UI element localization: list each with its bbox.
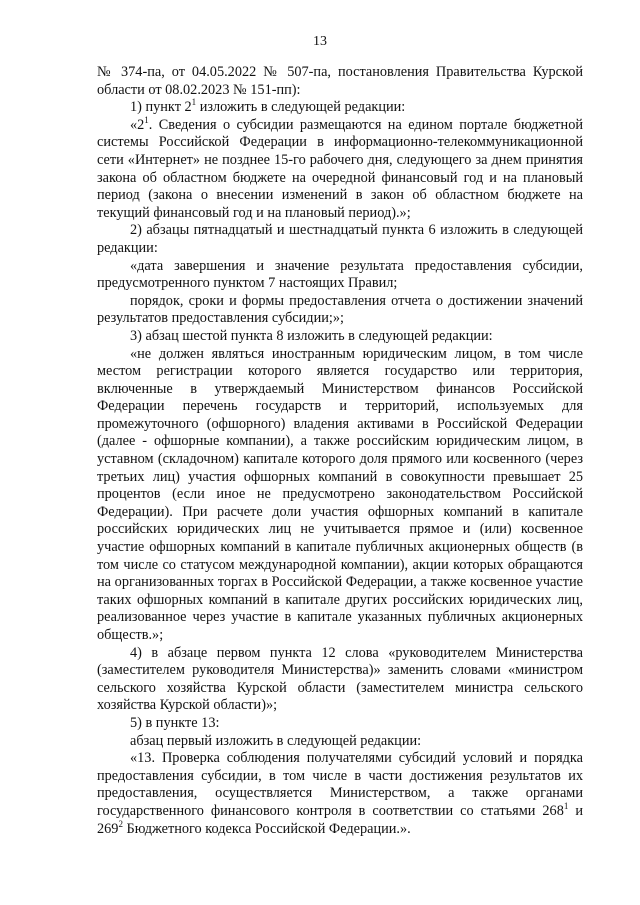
paragraph: «13. Проверка соблюдения получателями субсидий условий и порядка предоставления субсидии, в том числе в части достижения результатов их предоставления, осуществляется Министерством, а также органами государственного финансового контроля в соответствии со статьями $268^1$ и $269^2$ Бюджетного кодекса Российской Федерации.». [97, 750, 583, 837]
paragraph: «не должен являться иностранным юридическим лицом, в том числе местом регистрации которого является государство или территория, включенные в утверждаемый Министерством финансов Российской Федерации перечень государств и территорий, используемых для промежуточного (офшорного) владения активами в Российской Федерации (далее - офшорные компании), а также российским юридическим лицом, в уставном (складочном) капитале которого доля прямого или косвенного (через третьих лиц) участия офшорных компаний в совокупности превышает 25 процентов (если иное не предусмотрено законодательством Российской Федерации). При расчете доли участия офшорных компаний в капитале российских юридических лиц не учитывается прямое и (или) косвенное участие офшорных компаний в капитале публичных акционерных обществ (в том числе со статусом международной компании), акции которых обращаются на организованных торгах в Российской Федерации, а также косвенное участие таких офшорных компаний в капитале других российских юридических лиц, реализованное через участие в капитале указанных публичных акционерных обществ.»; [97, 345, 583, 643]
paragraph: № 374-па, от 04.05.2022 № 507-па, постановления Правительства Курской области от 08.02.2023 № 151-пп): [97, 64, 583, 98]
paragraph: «$2^1$. Сведения о субсидии размещаются на едином портале бюджетной системы Российской Федерации в информационно-телекоммуникационной сети «Интернет» не позднее 15-го рабочего дня, следующего за днем принятия закона об областном бюджете на очередной финансовый год и на плановый период (закона о внесении изменений в закон об областном бюджете на текущий финансовый год и на плановый период).»; [97, 115, 583, 221]
paragraph: абзац первый изложить в следующей редакции: [130, 732, 422, 749]
paragraph: порядок, сроки и формы предоставления отчета о достижении значений результатов предоставления субсидии;»; [97, 292, 583, 327]
document-body [97, 64, 583, 838]
paragraph: «дата завершения и значение результата предоставления субсидии, предусмотренного пунктом 7 настоящих Правил; [97, 257, 583, 292]
paragraph: 1) пункт $2^1$ изложить в следующей редакции: [130, 97, 406, 116]
paragraph: 5) в пункте 13: [130, 714, 220, 731]
paragraph: 3) абзац шестой пункта 8 изложить в следующей редакции: [130, 327, 493, 344]
paragraph: 4) в абзаце первом пункта 12 слова «руководителем Министерства (заместителем руководителя Министерства)» заменить словами «министром сельского хозяйства Курской области (заместителем министра сельского хозяйства Курской области)»; [97, 644, 583, 714]
paragraph: 2) абзацы пятнадцатый и шестнадцатый пункта 6 изложить в следующей редакции: [97, 222, 583, 256]
page-number: 13 [313, 34, 327, 49]
